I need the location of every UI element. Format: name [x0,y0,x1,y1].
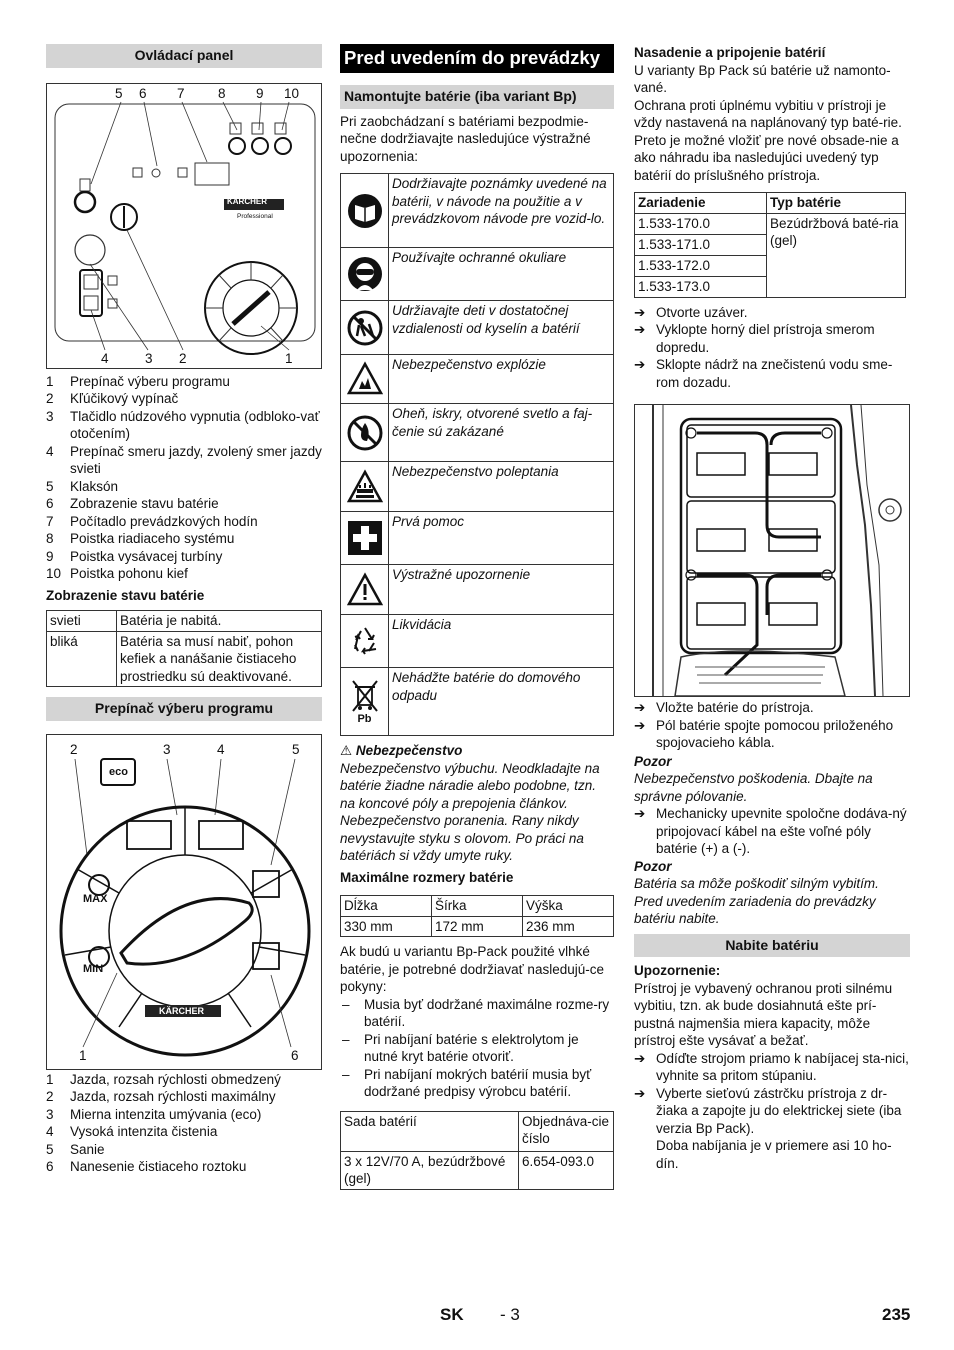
dimensions-table [340,895,614,937]
list-item: 6 Zobrazenie stavu batérie [46,496,219,511]
charge-time: Doba nabíjania je v priemere asi 10 ho-dín. [656,1138,892,1171]
footer-page-number: 235 [882,1305,911,1324]
list-item: 9 Poistka vysávacej turbíny [46,548,223,564]
table-header: Dĺžka [341,896,432,917]
callout-9: 9 [256,85,264,101]
selector-logo: KÄRCHER [159,1005,204,1016]
warning-text: Výstražné upozornenie [392,567,531,582]
warning-row [341,301,613,355]
list-item: ➔ Vyklopte horný diel prístroja smerom dopredu. [634,322,875,355]
battery-type-table [634,192,906,298]
manual-icon [341,174,389,247]
callout-5: 5 [292,741,300,757]
battery-status-table [46,610,322,687]
intro-text: Pri zaobchádzaní s batériami bezpodmie-nečne dodržiavajte nasledujúce výstražné upozornenia: [340,113,591,164]
caution-text: Nebezpečenstvo poškodenia. Dbajte na správne pólovanie. [634,771,873,804]
danger-title: Nebezpečenstvo [355,743,463,758]
panel-model: Professional [237,212,273,220]
table-cell: 330 mm [341,916,432,937]
warning-text: Dodržiavajte poznámky uvedené na batérii, v návode na použitie a v prevádzkovom návode pre vozid-lo. [392,176,607,226]
list-item: ➔ Odíďte strojom priamo k nabíjacej sta-nici, vyhnite sa pritom stúpaniu. [634,1050,909,1083]
battery-status-label: Zobrazenie stavu batérie [46,587,205,603]
table-cell: Bezúdržbová baté-ria (gel) [767,213,906,297]
warning-text: Udržiavajte deti v dostatočnej vzdialenosti od kyselín a batérií [392,303,580,336]
caution-text: Batéria sa môže poškodiť silným vybitím. Pred uvedením zariadenia do prevádzky batériu nabite. [634,876,879,926]
arrow-icon: ➔ [634,717,646,733]
column-left [46,44,322,1176]
table-row [635,213,906,234]
table-row [341,916,614,937]
charge-heading: Nabite batériu [634,934,910,958]
callout-1: 1 [285,350,293,366]
arrow-icon: ➔ [634,304,646,320]
battery-figure [634,404,910,697]
list-item: 7 Počítadlo prevádzkových hodín [46,513,258,529]
table-header: Šírka [432,896,523,917]
table-cell: Batéria sa musí nabiť, pohon kefiek a nanášanie čistiaceho prostriedku sú deaktivované. [117,631,322,687]
arrow-icon: ➔ [634,1085,646,1101]
table-header: Typ batérie [767,193,906,214]
callout-5: 5 [115,85,123,101]
table-cell: bliká [47,631,117,687]
max-label: MAX [83,892,108,905]
list-item: ➔ Vyberte sieťovú zástrčku prístroja z dr-žiaka a zapojte ju do elektrickej siete (iba verzia Bp Pack). [634,1085,902,1136]
danger-text: Nebezpečenstvo výbuchu. Neodkladajte na batérie žiadne náradie alebo podobne, tzn. na koncové póly a prepojenia článkov. Nebezpečenstvo poranenia. Rany nikdy nevystavujte styku s olovom. Po práci na batériách si vždy umyte ruky. [340,760,600,863]
mount-heading: Namontujte batérie (iba variant Bp) [340,85,614,109]
bp-pack-list [340,996,614,1101]
warning-text: Nehádžte batérie do domového odpadu [392,670,581,703]
table-cell: 1.533-170.0 [635,213,767,234]
paragraph: Ochrana proti úplnému vybitiu v prístroji je vždy nastavená na naplánovaný typ baté-rie. Preto je možné vložiť pre nové obsade-nie a ako náhradu iba nasledujúci uvedený typ batérií do príslušného prístroja. [634,97,902,183]
table-cell: 1.533-172.0 [635,255,767,276]
warning-row [341,565,613,615]
table-header: Sada batérií [341,1111,519,1151]
table-header: Objednáva-cie číslo [519,1111,614,1151]
caution-title: Pozor [634,858,672,874]
callout-2: 2 [70,741,78,757]
callout-4: 4 [217,741,225,757]
insert-heading: Nasadenie a pripojenie batérií [634,45,826,60]
callout-3: 3 [163,741,171,757]
warning-row [341,668,613,735]
warning-text: Nebezpečenstvo explózie [392,357,546,372]
list-item: 5 Klaksón [46,478,119,494]
callout-2: 2 [179,350,187,366]
callout-6: 6 [139,85,147,101]
table-cell: 3 x 12V/70 A, bezúdržbové (gel) [341,1151,519,1189]
table-cell: svieti [47,611,117,632]
list-item: 8 Poistka riadiaceho systému [46,531,235,546]
list-item: 2 Kľúčikový vypínač [46,391,179,406]
list-item: 4 Vysoká intenzita čistenia [46,1124,218,1139]
table-row [341,1151,614,1189]
arrow-icon: ➔ [634,322,646,337]
table-row [47,631,322,687]
table-row [47,611,322,632]
warning-text: Oheň, iskry, otvorené svetlo a faj-čenie sú zakázané [392,406,593,439]
table-cell: 1.533-171.0 [635,234,767,255]
list-item: 3 Tlačidlo núdzového vypnutia (odbloko-vať otočením) [46,408,320,441]
callout-4: 4 [101,350,109,366]
no-fire-icon [341,404,389,461]
table-row [341,896,614,917]
danger-title-row [340,742,614,760]
footer-page-local: - 3 [500,1305,520,1324]
control-panel-legend [46,373,322,583]
note-title: Upozornenie: [634,963,721,978]
control-panel-drawing [47,84,323,370]
recycle-icon [341,615,389,667]
control-panel-heading: Ovládací panel [46,44,322,68]
list-item: ➔ Sklopte nádrž na znečistenú vodu sme-rom dozadu. [634,357,893,390]
paragraph: U varianty Bp Pack sú batérie už namonto-vané. [634,62,891,95]
warning-table [340,173,614,736]
callout-1: 1 [79,1047,87,1063]
table-header: Výška [523,896,614,917]
table-header: Zariadenie [635,193,767,214]
table-cell: 172 mm [432,916,523,937]
warning-text: Používajte ochranné okuliare [392,250,567,265]
warning-row [341,512,613,565]
callout-8: 8 [218,85,226,101]
list-item: – Musia byť dodržané maximálne rozme-ry batérií. [342,996,610,1029]
list-item: ➔ Pól batérie spojte pomocou priloženého spojovacieho kábla. [634,717,894,750]
arrow-icon: ➔ [634,357,646,372]
warning-row [341,248,613,301]
max-dim-label: Maximálne rozmery batérie [340,869,514,885]
battery-drawing [635,405,909,696]
steps-open [634,304,910,392]
caution-title: Pozor [634,753,672,769]
warning-row [341,462,613,512]
arrow-icon: ➔ [634,806,646,821]
list-item: – Pri nabíjaní batérie s elektrolytom je nutné kryt batérie otvoriť. [342,1031,579,1064]
list-item: ➔ Otvorte uzáver. [634,304,748,320]
warning-row [341,404,613,462]
first-aid-icon [341,512,389,564]
warning-icon [341,565,389,614]
list-item: 1 Prepínač výberu programu [46,373,230,389]
panel-logo: KÄRCHER [227,196,267,206]
control-panel-figure [46,83,322,369]
corrosion-icon [341,462,389,511]
callout-6: 6 [291,1047,299,1063]
warning-text: Nebezpečenstvo poleptania [392,464,559,479]
danger-block [340,742,614,865]
footer-lang: SK [440,1305,464,1324]
list-item: 4 Prepínač smeru jazdy, zvolený smer jazdy svieti [46,443,322,476]
warning-row [341,174,613,248]
callout-3: 3 [145,350,153,366]
selector-heading: Prepínač výberu programu [46,697,322,721]
list-item: 1 Jazda, rozsah rýchlosti obmedzený [46,1071,281,1087]
battery-set-table [340,1111,614,1190]
column-right [634,44,910,1172]
list-item: ➔ Mechanicky upevnite spoločne dodáva-ný pripojovací kábel na ešte voľné póly batérie (+) a (-). [634,806,907,856]
pb-label: Pb [357,712,372,725]
list-item: 5 Sanie [46,1141,105,1157]
selector-legend [46,1071,322,1176]
bp-pack-text: Ak budú u variantu Bp-Pack použité vlhké batérie, je potrebné dodržiavať nasledujú-ce pokyny: [340,944,604,994]
list-item: 3 Mierna intenzita umývania (eco) [46,1106,262,1122]
warning-row [341,615,613,668]
warning-text: Prvá pomoc [392,514,465,529]
table-cell: 236 mm [523,916,614,937]
list-item: ➔ Vložte batérie do prístroja. [634,700,814,715]
column-middle [340,44,614,1190]
arrow-icon: ➔ [634,700,646,715]
list-item: 2 Jazda, rozsah rýchlosti maximálny [46,1089,276,1104]
eco-label: eco [109,765,128,778]
no-trash-icon [341,668,389,735]
list-item: 6 Nanesenie čistiaceho roztoku [46,1159,247,1174]
note-text: Prístroj je vybavený ochranou proti silnému vybitiu, tzn. ak bude dosiahnutá ešte prí-pustná najmenšia miera kapacity, môže prístroj ešte vysávať a bežať. [634,980,893,1048]
table-row [341,1111,614,1151]
table-cell: Batéria je nabitá. [117,611,322,632]
arrow-icon: ➔ [634,1050,646,1066]
table-cell: 1.533-173.0 [635,276,767,297]
steps-insert [634,699,910,752]
main-heading: Pred uvedením do prevádzky [340,44,614,73]
warning-row [341,355,613,404]
callout-10: 10 [284,85,300,101]
callout-7: 7 [177,85,185,101]
explosion-icon [341,355,389,403]
program-selector-figure [46,734,322,1070]
table-cell: 6.654-093.0 [519,1151,614,1189]
list-item: 10 Poistka pohonu kief [46,566,188,581]
goggles-icon [341,248,389,300]
table-row [635,193,906,214]
warning-text: Likvidácia [392,617,452,632]
min-label: MIN [83,962,104,975]
list-item: – Pri nabíjaní mokrých batérií musia byť dodržané predpisy výrobcu batérií. [342,1066,592,1099]
no-children-icon [341,301,389,354]
warning-triangle-icon: ⚠ [340,743,356,758]
